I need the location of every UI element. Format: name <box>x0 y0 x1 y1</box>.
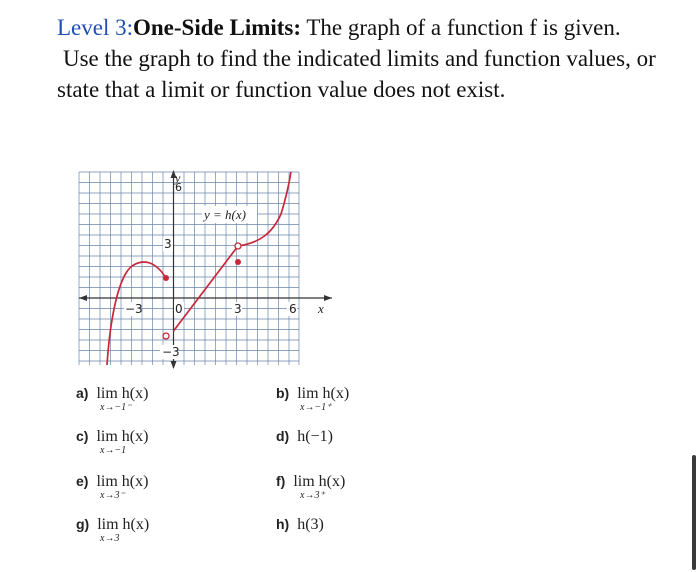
function-graph <box>74 170 334 370</box>
problem-statement <box>57 12 697 105</box>
statement-line1: The graph of a function f is given. <box>301 15 621 40</box>
x-axis-arrow-left <box>79 295 87 301</box>
exercise-b <box>276 385 350 413</box>
exercise-f <box>276 473 346 501</box>
exercise-label: f) <box>276 473 286 489</box>
exercise-expression: lim h(x) <box>96 385 149 402</box>
limit-subscript: x→3⁺ <box>300 490 325 501</box>
exercise-expression: lim h(x) <box>96 428 149 445</box>
limit-subscript: x→3 <box>100 533 120 544</box>
tick-y-6: 6 <box>175 181 182 194</box>
x-axis-label: x <box>318 301 324 316</box>
exercise-g <box>76 516 150 544</box>
tick-x-0: 0 <box>175 302 183 316</box>
open-dot-right <box>235 243 241 249</box>
exercise-expression: lim h(x) <box>96 473 149 490</box>
closed-dot-right <box>235 259 241 265</box>
exercise-expression: lim h(x) <box>293 473 346 490</box>
exercise-expression: lim h(x) <box>297 385 350 402</box>
x-axis-arrow <box>324 295 332 301</box>
open-dot-middle <box>163 333 169 339</box>
exercise-label: a) <box>76 385 89 401</box>
exercise-label: e) <box>76 473 89 489</box>
exercise-c <box>76 428 149 456</box>
limit-subscript: x→−1 <box>100 445 127 456</box>
limit-subscript: x→−1⁻ <box>100 402 132 413</box>
exercise-expression: lim h(x) <box>97 516 150 533</box>
exercise-label: g) <box>76 516 90 532</box>
statement-line2: Use the graph to find the indicated limits and function values, or <box>63 46 656 71</box>
exercise-h <box>276 516 324 534</box>
exercise-d <box>276 428 333 446</box>
exercise-expression: h(−1) <box>297 428 333 445</box>
limit-subscript: x→−1⁺ <box>300 402 332 413</box>
exercise-a <box>76 385 149 413</box>
level-label: Level 3: <box>57 15 133 40</box>
tick-x-neg3: −3 <box>125 302 143 316</box>
curve-middle-branch <box>174 246 239 331</box>
function-label: y = h(x) <box>204 207 246 222</box>
tick-y-3: 3 <box>164 237 172 251</box>
exercise-label: h) <box>276 516 290 532</box>
tick-x-3: 3 <box>234 302 242 316</box>
tick-x-6: 6 <box>289 302 297 316</box>
exercise-expression: h(3) <box>297 516 324 533</box>
exercise-label: b) <box>276 385 290 401</box>
limit-subscript: x→3⁻ <box>100 490 125 501</box>
exercise-e <box>76 473 149 501</box>
closed-dot-left <box>163 275 169 281</box>
y-axis-label: y <box>175 171 181 185</box>
y-axis-arrow-down <box>171 361 177 369</box>
tick-y-neg3: −3 <box>162 345 180 359</box>
exercise-label: c) <box>76 428 89 444</box>
topic-label: One-Side Limits: <box>133 15 302 40</box>
exercise-label: d) <box>276 428 290 444</box>
grid <box>79 172 299 365</box>
statement-line3: state that a limit or function value does not exist. <box>57 77 506 102</box>
scrollbar[interactable] <box>692 455 696 570</box>
